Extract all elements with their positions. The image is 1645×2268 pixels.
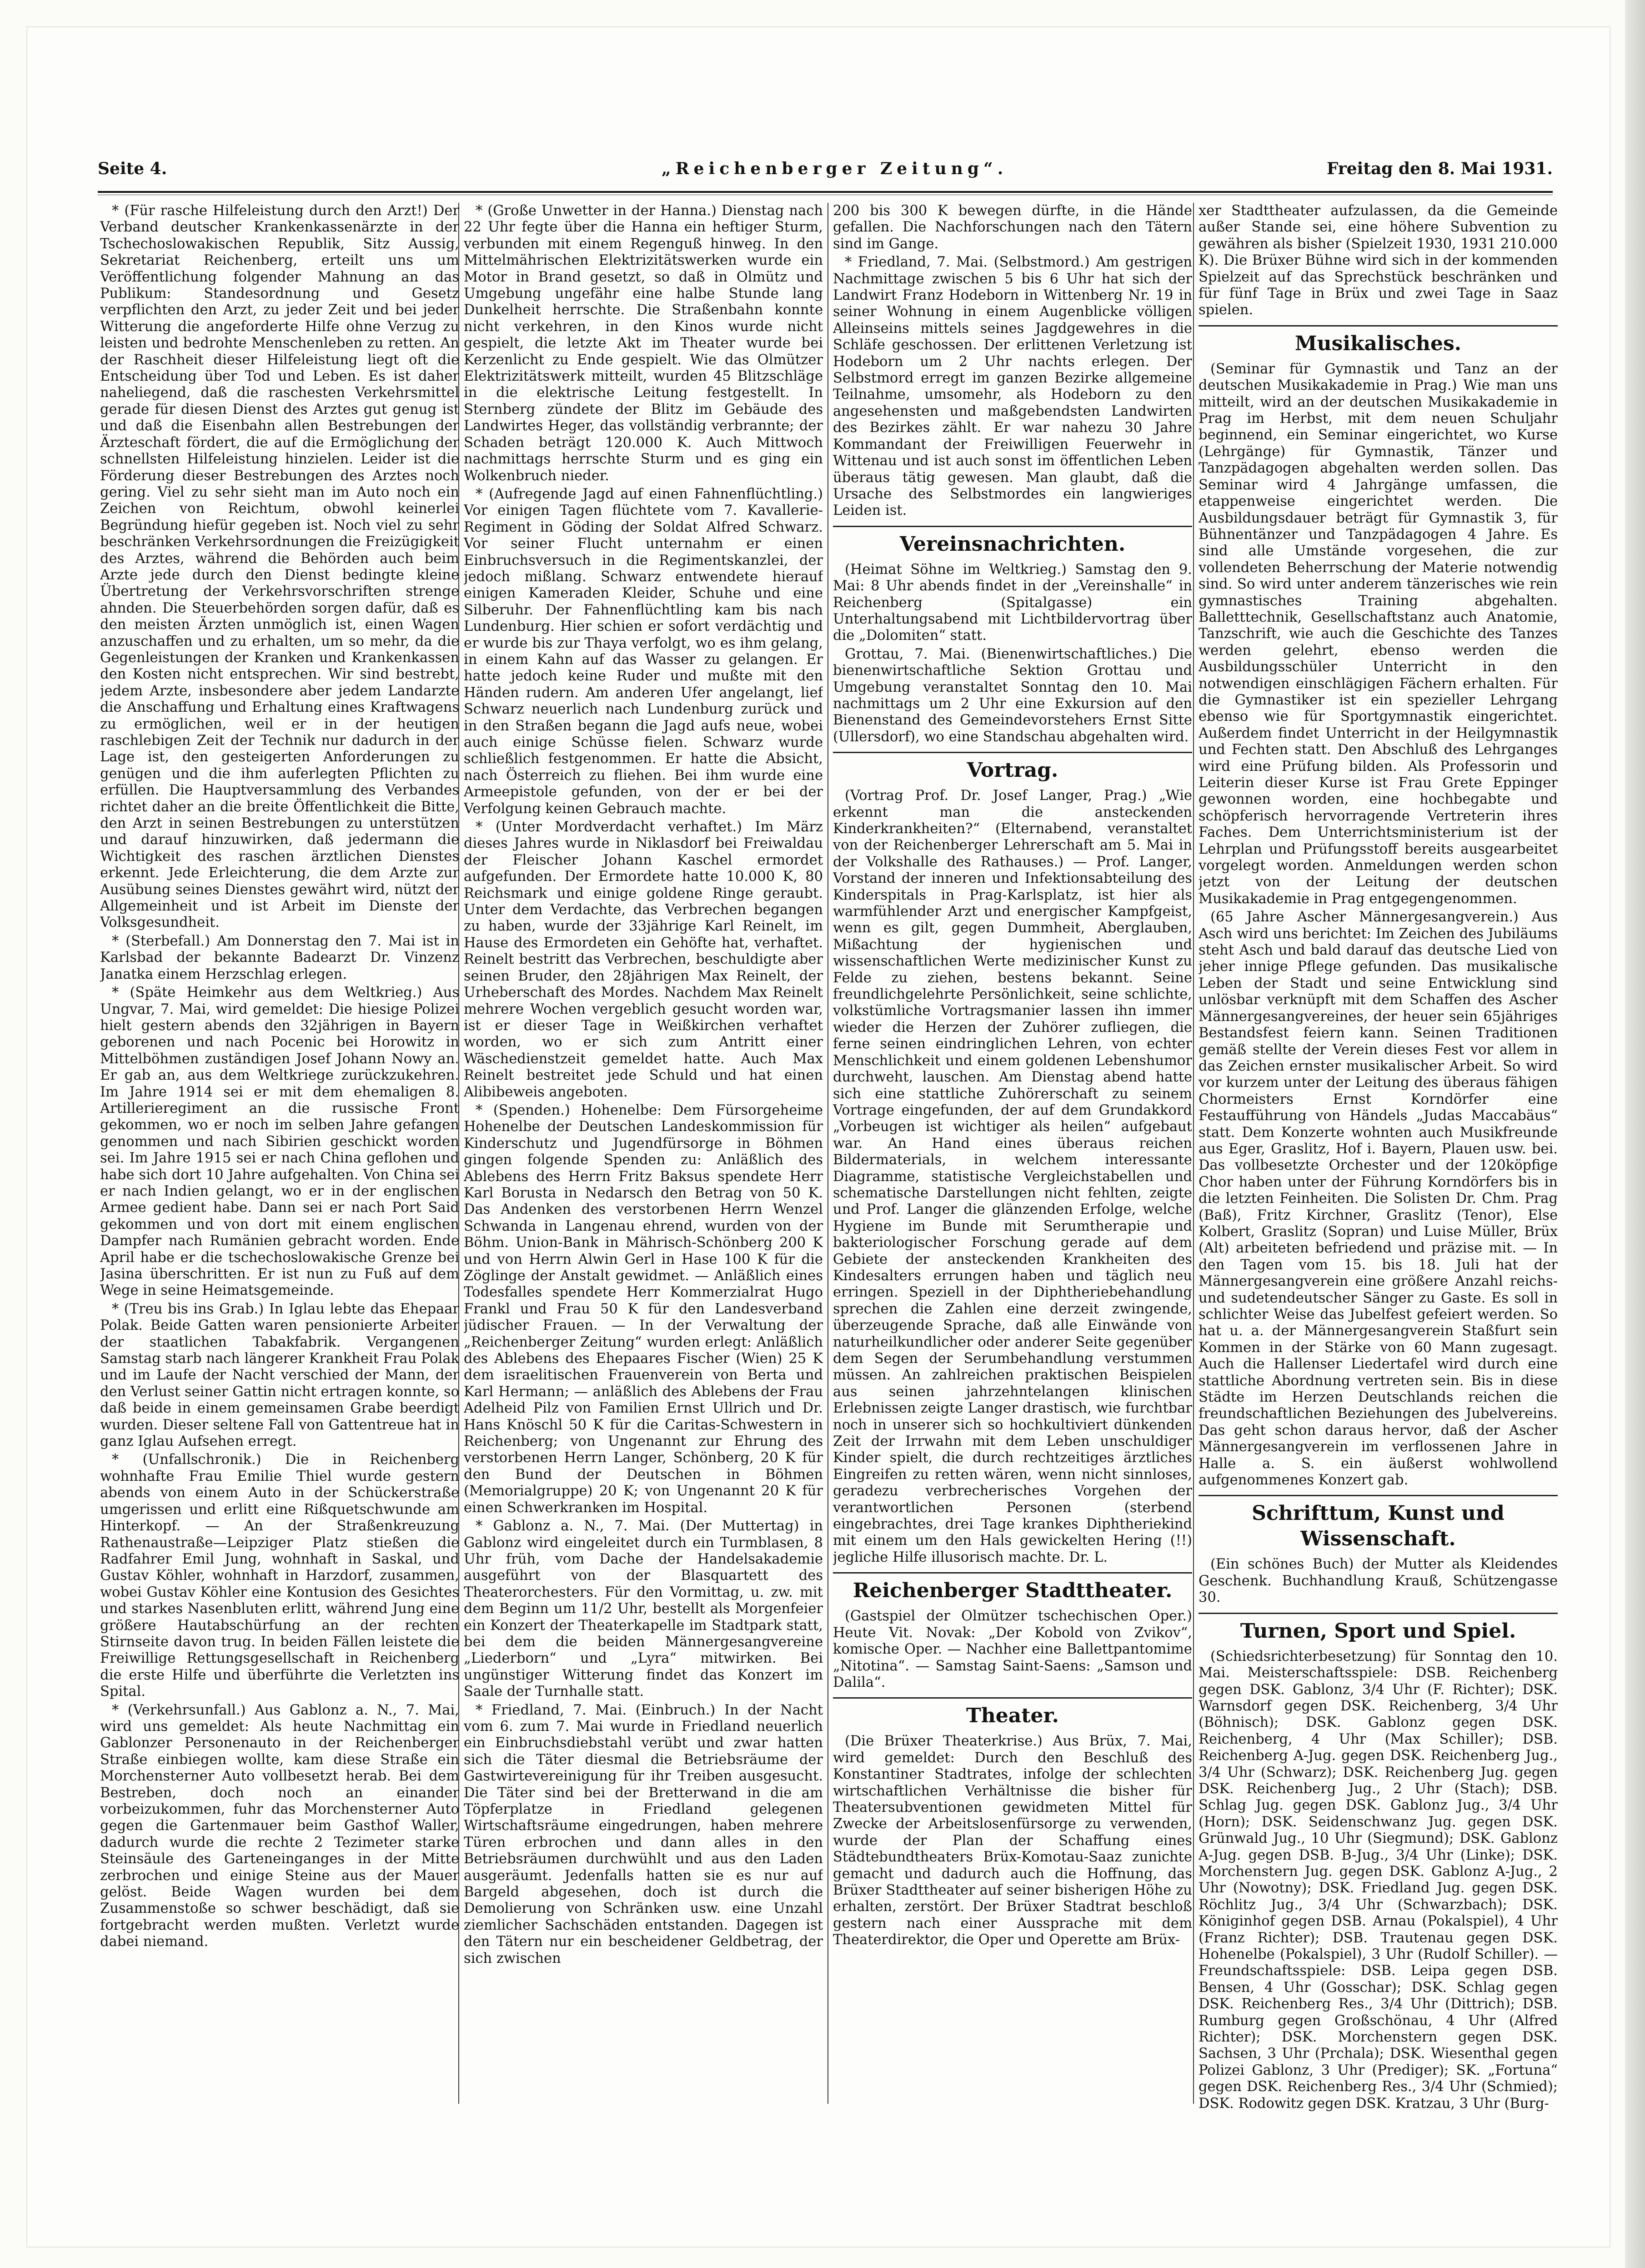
article-unwetter: * (Große Unwetter in der Hanna.) Dienstag nach 22 Uhr fegte über die Hanna ein heftiger Sturm, verbunden mit einem Regenguß hinweg. In den Mittelmährischen Elektrizitätswerken wurde ein Motor in Brand gesetzt, so daß in Olmütz und Umgebung ungefähr eine halbe Stunde lang Dunkelheit herrschte. Die Straßenbahn konnte nicht verkehren, in den Kinos wurde nicht gespielt, die letzte Akt im Theater wurde bei Kerzenlicht zu Ende gespielt. Wie das Olmützer Elektrizitätswerk mitteilt, wurden 45 Blitzschläge in die elektrische Leitung festgestellt. In Sternberg zündete der Blitz im Gebäude des Landwirtes Heger, das vollständig verbrannte; der Schaden beträgt 120.000 K. Auch Mittwoch nachmittags herrschte Sturm und es ging ein Wolkenbruch nieder. [464, 203, 823, 484]
article-sterbefall: * (Sterbefall.) Am Donnerstag den 7. Mai ist in Karlsbad der bekannte Badearzt Dr. Vinzenz Janatka einem Herzschlag erlegen. [100, 933, 459, 982]
article-continuation: xer Stadttheater aufzulassen, da die Gemeinde außer Stande sei, eine höhere Subvention zu gewähren als bisher (Spielzeit 1930, 1931 210.000 K). Die Brüxer Bühne wird sich in der kommenden Spielzeit auf das Sprechstück beschränken und für fünf Tage in Brüx und zwei Tage in Saaz spielen. [1199, 203, 1558, 318]
section-heading: Reichenberger Stadttheater. [833, 1572, 1192, 1604]
section-heading: Schrifttum, Kunst und Wissenschaft. [1199, 1495, 1558, 1552]
article-heimat-soehne: (Heimat Söhne im Weltkrieg.) Samstag den 9. Mai: 8 Uhr abends findet in der „Vereinshalle“ in Reichenberg (Spitalgasse) ein Unterhaltungsabend mit Lichtbildervortrag über die „Dolomiten“ statt. [833, 561, 1192, 644]
article-seminar: (Seminar für Gymnastik und Tanz an der deutschen Musikakademie in Prag.) Wie man uns mitteilt, wird an der deutschen Musikakademie in Prag im Herbst, mit dem neuen Schuljahr beginnend, ein Seminar eingerichtet, wo Kurse (Lehrgänge) für Gymnastik, Tänzer und Tanzpädagogen abgehalten werden sollen. Das Seminar wird 4 Jahrgänge umfassen, die etappenweise eingerichtet werden. Die Ausbildungsdauer beträgt für Gymnastik 3, für Bühnentänzer und Tanzpädagogen 4 Jahre. Es sind alle Umstände vorgesehen, die zur vollendeten Beherrschung der Materie notwendig sind. So wird unter anderem tänzerisches wie rein gymnastisches Training abgehalten. Balletttechnik, Gesellschaftstanz auch Anatomie, Tanzschrift, wie auch die Geschichte des Tanzes werden gelehrt, ebenso werden die Ausbildungsschüler Unterricht in den notwendigen einschlägigen Fächern erhalten. Für die Gymnastiker ist ein spezieller Lehrgang ebenso wie für Sportgymnastik eingerichtet. Außerdem findet Unterricht in der Heilgymnastik und Fechten statt. Den Abschluß des Lehrganges wird eine Prüfung bilden. Als Professorin und Leiterin dieser Kurse ist Frau Grete Eppinger gewonnen worden, eine hochbegabte und schöpferisch hervorragende Vertreterin ihres Faches. Dem Unterrichtsministerium ist der Lehrplan und Prüfungsstoff bereits ausgearbeitet vorgelegt worden. Anmeldungen werden schon jetzt von der Leitung der deutschen Musikakademie in Prag entgegengenommen. [1199, 361, 1558, 907]
page-header [98, 159, 1553, 191]
article-schiedsrichter: (Schiedsrichterbesetzung) für Sonntag den 10. Mai. Meisterschaftsspiele: DSB. Reichenberg gegen DSK. Gablonz, 3/4 Uhr (F. Richter); DSK. Warnsdorf gegen DSK. Reichenberg, 3/4 Uhr (Böhnisch); DSK. Gablonz gegen DSK. Reichenberg, 4 Uhr (Max Schiller); DSB. Reichenberg A-Jug. gegen DSK. Reichenberg Jug., 3/4 Uhr (Schwarz); DSK. Reichenberg Jug. gegen DSK. Reichenberg Jug., 2 Uhr (Stach); DSB. Schlag Jug. gegen DSK. Gablonz Jug., 3/4 Uhr (Horn); DSK. Seidenschwanz Jug. gegen DSK. Grünwald Jug., 10 Uhr (Siegmund); DSK. Gablonz A-Jug. gegen DSB. B-Jug., 3/4 Uhr (Linke); DSK. Morchenstern Jug. gegen DSK. Gablonz A-Jug., 2 Uhr (Nowotny); DSK. Friedland Jug. gegen DSK. Röchlitz Jug., 3/4 Uhr (Schwarzbach); DSK. Königinhof gegen DSB. Arnau (Pokalspiel), 4 Uhr (Franz Richter); DSB. Trautenau gegen DSK. Hohenelbe (Pokalspiel), 3 Uhr (Rudolf Schiller). — Freundschaftsspiele: DSB. Leipa gegen DSB. Bensen, 4 Uhr (Gosschar); DSK. Schlag gegen DSK. Reichenberg Res., 3/4 Uhr (Dittrich); DSB. Rumburg gegen Großschönau, 4 Uhr (Alfred Richter); DSK. Morchenstern gegen DSK. Sachsen, 3 Uhr (Prchala); DSK. Wiesenthal gegen Polizei Gablonz, 3 Uhr (Prediger); SK. „Fortuna“ gegen DSK. Reichenberg Res., 3/4 Uhr (Schmied); DSK. Rodowitz gegen DSK. Kratzau, 3 Uhr (Burg- [1199, 1648, 1558, 2112]
page-number: Seite 4. [98, 159, 167, 178]
article-buch: (Ein schönes Buch) der Mutter als Kleidendes Geschenk. Buchhandlung Krauß, Schützengasse 30. [1199, 1556, 1558, 1606]
newspaper-title: „Reichenberger Zeitung“. [662, 159, 1008, 178]
article-continuation: 200 bis 300 K bewegen dürfte, in die Hände gefallen. Die Nachforschungen nach den Tätern sind im Gange. [833, 203, 1192, 252]
article-vortrag: (Vortrag Prof. Dr. Josef Langer, Prag.) „Wie erkennt man die ansteckenden Kinderkrankheiten?“ (Elternabend, veranstaltet von der Reichenberger Lehrerschaft am 5. Mai in der Volkshalle des Rathauses.) — Prof. Langer, Vorstand der inneren und Infektionsabteilung des Kinderspitals in Prag-Karlsplatz, ist hier als warmfühlender Arzt und energischer Kampfgeist, wenn es gilt, gegen Dummheit, Aberglauben, Mißachtung der hygienischen und wissenschaftlichen Werte medizinischer Kunst zu Felde zu ziehen, bestens bekannt. Seine freundlichgelehrte Persönlichkeit, seine schlichte, volkstümliche Vortragsmanier lassen ihn immer wieder die Herzen der Zuhörer zufliegen, die ferne seinen eindringlichen Lehren, von echter Menschlichkeit und einem goldenen Lebenshumor durchweht, lauschen. Am Dienstag abend hatte sich eine stattliche Zuhörerschaft zu seinem Vortrage eingefunden, der auf dem Grundakkord „Vorbeugen ist wichtiger als heilen“ aufgebaut war. An Hand eines überaus reichen Bildermaterials, in welchem interessante Diagramme, statistische Vergleichstabellen und schematische Darstellungen nicht fehlten, zeigte und Prof. Langer die glänzenden Erfolge, welche Hygiene im Bunde mit Serumtherapie und bakteriologischer Forschung gerade auf dem Gebiete der ansteckenden Krankheiten des Kindesalters errungen haben und täglich neu erringen. Speziell in der Diphtheriebehandlung sprechen die Zahlen eine derzeit zwingende, überzeugende Sprache, daß alle Einwände von naturheilkundlicher oder anderer Seite gegenüber dem Segen der Serumbehandlung verstummen müssen. An zahlreichen praktischen Beispielen aus seinen jahrzehntelangen klinischen Erlebnissen zeigte Langer drastisch, wie furchtbar noch in unserer sich so hochkultiviert dünkenden Zeit der Irrwahn mit dem Leben unschuldiger Kinder spielt, die durch rechtzeitiges ärztliches Eingreifen zu retten wären, wenn nicht sinnloses, geradezu verbrecherisches Vorgehen der verantwortlichen Personen (sterbend eingebrachtes, drei Tage krankes Diphtheriekind mit einem um den Hals gewickelten Hering (!!) jegliche Hilfe illusorisch machte. Dr. L. [833, 788, 1192, 1565]
article-unfallschronik: * (Unfallschronik.) Die in Reichenberg wohnhafte Frau Emilie Thiel wurde gestern abends von einem Auto in der Schückerstraße umgerissen und erlitt eine Rißquetschwunde am Hinterkopf. — An der Straßenkreuzung Rathenaustraße—Leipziger Platz stießen die Radfahrer Emil Jung, wohnhaft in Saskal, und Gustav Köhler, wohnhaft in Harzdorf, zusammen, wobei Gustav Köhler eine Kontusion des Gesichtes und starkes Nasenbluten erlitt, während Jung eine größere Hautabschürfung an der rechten Stirnseite davon trug. In beiden Fällen leistete die Freiwillige Rettungsgesellschaft in Reichenberg die erste Hilfe und überführte die Verletzten ins Spital. [100, 1452, 459, 1700]
scan-edge [1625, 0, 1645, 2268]
article-maennergesang: (65 Jahre Ascher Männergesangverein.) Aus Asch wird uns berichtet: Im Zeichen des Jubiläums steht Asch und bald darauf das deutsche Lied von jeher innige Pflege gefunden. Das musikalische Leben der Stadt und seine Entwicklung sind unlösbar verknüpft mit dem Schaffen des Ascher Männergesangvereines, der heuer sein 65jähriges Bestandsfest feiern kann. Seinen Traditionen gemäß stellte der Verein dieses Fest vor allem in das Zeichen ernster musikalischer Arbeit. So wird vor kurzem unter der Leitung des überaus fähigen Chormeisters Ernst Korndörfer eine Festaufführung von Händels „Judas Maccabäus“ statt. Dem Konzerte wohnten auch Musikfreunde aus Eger, Graslitz, Hof i. Bayern, Plauen usw. bei. Das vollbesetzte Orchester und der 120köpfige Chor haben unter der Führung Korndörfers bis in die letzten Feinheiten. Die Solisten Dr. Chm. Prag (Baß), Fritz Kirchner, Graslitz (Tenor), Else Kolbert, Graslitz (Sopran) und Luise Müller, Brüx (Alt) arbeiteten befriedend und präzise mit. — In den Tagen vom 15. bis 18. Juli hat der Männergesangverein eine größere Anzahl reichs- und sudetendeutscher Sänger zu Gaste. Es soll in schlichter Weise das Jubelfest gefeiert werden. So hat u. a. der Männergesangverein Staßfurt sein Kommen in der Stärke von 60 Mann zugesagt. Auch die Hallenser Liedertafel wird durch eine stattliche Abordnung vertreten sein. Bis in diese Städte im Herzen Deutschlands reichen die freundschaftlichen Beziehungen des Jubelvereins. Das geht schon daraus hervor, daß der Ascher Männergesangverein im verflossenen Jahre in Halle a. S. ein äußerst wohlwollend aufgenommenes Konzert gab. [1199, 909, 1558, 1489]
article-muttertag: * Gablonz a. N., 7. Mai. (Der Muttertag) in Gablonz wird eingeleitet durch ein Turmblasen, 8 Uhr früh, vom Dache der Handelsakademie ausgeführt von der Blasquartett des Theaterorchesters. Für den Vormittag, u. zw. mit dem Beginn um 11/2 Uhr, bestellt als Morgenfeier ein Konzert der Theaterkapelle im Stadtpark statt, bei dem die beiden Männergesangvereine „Liederborn“ und „Lyra“ mitwirken. Bei ungünstiger Witterung findet das Konzert im Saale der Turnhalle statt. [464, 1518, 823, 1700]
article-selbstmord: * Friedland, 7. Mai. (Selbstmord.) Am gestrigen Nachmittage zwischen 5 bis 6 Uhr hat sich der Landwirt Franz Hodeborn in Wittenberg Nr. 19 in seiner Wohnung in einem Augenblicke völligen Alleinseins mittels seines Jagdgewehres in die Schläfe geschossen. Der erlittenen Verletzung ist Hodeborn um 2 Uhr nachts erlegen. Der Selbstmord erregt im ganzen Bezirke allgemeine Teilnahme, umsomehr, als Hodeborn zu den angesehensten und maßgebendsten Landwirten des Bezirkes zählt. Er war nahezu 30 Jahre Kommandant der Freiwilligen Feuerwehr in Wittenau und ist auch sonst im öffentlichen Leben überaus tätig gewesen. Man glaubt, daß die Ursache des Selbstmordes ein langwieriges Leiden ist. [833, 254, 1192, 519]
article-arzt: * (Für rasche Hilfeleistung durch den Arzt!) Der Verband deutscher Krankenkassenärzte in der Tschechoslowakischen Republik, Sitz Aussig, Sekretariat Reichenberg, erteilt uns um Veröffentlichung folgender Mahnung an das Publikum: Standesordnung und Gesetz verpflichten den Arzt, zu jeder Zeit und bei jeder Witterung die angeforderte Hilfe ohne Verzug zu leisten und bedrohte Menschenleben zu retten. An der Raschheit dieser Hilfeleistung liegt oft die Entscheidung über Tod und Leben. Es ist daher naheliegend, daß die raschesten Verkehrsmittel gerade für diesen Dienst des Arztes gut genug ist und daß die Eisenbahn allen Bestrebungen der Ärzteschaft fördert, die auf die Ermöglichung der schnellsten Hilfeleistung hinzielen. Leider ist die Förderung dieser Bestrebungen des Arztes noch gering. Viel zu sehr sieht man im Auto noch ein Zeichen von Reichtum, obwohl keinerlei Begründung hiefür gegeben ist. Noch viel zu sehr beschränken Verkehrsordnungen die Freizügigkeit des Arztes, während die Behörden auch beim Arzte jede durch den Dienst bedingte kleine Übertretung der Verkehrsvorschriften strenge ahnden. Die Steuerbehörden sorgen dafür, daß es den meisten Ärzten unmöglich ist, einen Wagen anzuschaffen und zu erhalten, um so mehr, da die Gegenleistungen der Kranken und Krankenkassen den Kosten nicht entsprechen. Wir sind bestrebt, jedem Arzte, insbesondere aber jedem Landarzte die Anschaffung und Erhaltung eines Kraftwagens zu ermöglichen, weil er in der heutigen raschlebigen Zeit der Technik nur dadurch in der Lage ist, den gesteigerten Anforderungen zu genügen und die ihm auferlegten Pflichten zu erfüllen. Die Hauptversammlung des Verbandes richtet daher an die breite Öffentlichkeit die Bitte, den Arzt in seinen Bestrebungen zu unterstützen und darauf hinzuwirken, daß jedermann die Wichtigkeit des raschen ärztlichen Dienstes erkennt. Jede Erleichterung, die dem Arzte zur Ausübung seines Dienstes gewährt wird, nützt der Allgemeinheit und ist Arbeit im Dienste der Volksgesundheit. [100, 203, 459, 931]
column-1 [100, 203, 459, 2113]
article-fahnenflucht: * (Aufregende Jagd auf einen Fahnenflüchtling.) Vor einigen Tagen flüchtete vom 7. Kavallerie-Regiment in Göding der Soldat Alfred Schwarz. Vor seiner Flucht unternahm er einen Einbruchsversuch in die Regimentskanzlei, der jedoch mißlang. Schwarz entwendete hierauf einigen Kameraden Kleider, Schuhe und eine Silberuhr. Der Fahnenflüchtling kam bis nach Lundenburg. Hier schien er sofort verdächtig und er wurde bis zur Thaya verfolgt, wo es ihm gelang, in einem Kahn auf das Wasser zu gelangen. Er hatte jedoch keine Ruder und mußte mit den Händen rudern. Am anderen Ufer angelangt, lief Schwarz neuerlich nach Lundenburg zurück und in den Straßen begann die Jagd aufs neue, wobei auch einige Schüsse fielen. Schwarz wurde schließlich festgenommen. Er hatte die Absicht, nach Österreich zu fliehen. Bei ihm wurde eine Armeepistole gefunden, von der er bei der Verfolgung keinen Gebrauch machte. [464, 486, 823, 817]
issue-date: Freitag den 8. Mai 1931. [1326, 159, 1553, 178]
section-heading: Theater. [833, 1697, 1192, 1729]
article-gastspiel: (Gastspiel der Olmützer tschechischen Oper.) Heute Vit. Novak: „Der Kobold von Zvikov“, komische Oper. — Nachher eine Ballettpantomime „Nitotina“. — Samstag Saint-Saens: „Samson und Dalila“. [833, 1608, 1192, 1690]
header-rule [98, 191, 1553, 193]
column-2 [464, 203, 823, 2113]
article-treu: * (Treu bis ins Grab.) In Iglau lebte das Ehepaar Polak. Beide Gatten waren pensionierte Arbeiter der staatlichen Tabakfabrik. Vergangenen Samstag starb nach längerer Krankheit Frau Polak und im Laufe der Nacht verschied der Mann, der den Verlust seiner Gattin nicht ertragen konnte, so daß beide in einem gemeinsamen Grabe beerdigt wurden. Dieser seltene Fall von Gattentreue hat in ganz Iglau Aufsehen erregt. [100, 1301, 459, 1450]
section-heading: Turnen, Sport und Spiel. [1199, 1613, 1558, 1644]
article-einbruch: * Friedland, 7. Mai. (Einbruch.) In der Nacht vom 6. zum 7. Mai wurde in Friedland neuerlich ein Einbruchsdiebstahl verübt und zwar hatten sich die Täter diesmal die Betriebsräume der Gastwirtevereinigung für ihr Treiben ausgesucht. Die Täter sind bei der Bretterwand in die am Töpferplatze in Friedland gelegenen Wirtschaftsräume eingedrungen, haben mehrere Türen erbrochen und dann alles in den Betriebsräumen durchwühlt und aus den Laden ausgeräumt. Jedenfalls hatten sie es nur auf Bargeld abgesehen, doch ist durch die Demolierung von Schränken usw. eine Unzahl ziemlicher Sachschäden entstanden. Dagegen ist den Tätern nur ein bescheidener Geldbetrag, der sich zwischen [464, 1702, 823, 1966]
article-theaterkrise: (Die Brüxer Theaterkrise.) Aus Brüx, 7. Mai, wird gemeldet: Durch den Beschluß des Konstantiner Stadtrates, infolge der schlechten wirtschaftlichen Verhältnisse die bisher für Theatersubventionen gewidmeten Mittel für Zwecke der Arbeitslosenfürsorge zu verwenden, wurde der Plan der Schaffung eines Städtebundtheaters Brüx-Komotau-Saaz zunichte gemacht und dadurch auch die Hoffnung, das Brüxer Stadttheater auf seiner bisherigen Höhe zu erhalten, zerstört. Der Brüxer Stadtrat beschloß gestern nach einer Aussprache mit dem Theaterdirektor, die Oper und Operette am Brüx- [833, 1733, 1192, 1948]
column-4 [1199, 203, 1558, 2113]
section-heading: Vereinsnachrichten. [833, 526, 1192, 557]
article-bienen: Grottau, 7. Mai. (Bienenwirtschaftliches.) Die bienenwirtschaftliche Sektion Grottau und Umgebung veranstaltet Sonntag den 10. Mai nachmittags um 2 Uhr eine Exkursion auf den Bienenstand des Gemeindevorstehers Ernst Sitte (Ullersdorf), wo eine Standschau abgehalten wird. [833, 646, 1192, 745]
section-heading: Vortrag. [833, 752, 1192, 783]
article-spenden: * (Spenden.) Hohenelbe: Dem Fürsorgeheime Hohenelbe der Deutschen Landeskommission für Kinderschutz und Jugendfürsorge in Böhmen gingen folgende Spenden zu: Anläßlich des Ablebens des Herrn Fritz Baksus spendete Herr Karl Borusta in Nedarsch den Betrag von 50 K. Das Andenken des verstorbenen Herrn Wenzel Schwanda in Langenau ehrend, wurden von der Böhm. Union-Bank in Mährisch-Schönberg 200 K und von Herrn Alwin Gerl in Hase 100 K für die Zöglinge der Anstalt gewidmet. — Anläßlich eines Todesfalles spendete Herr Kommerzialrat Hugo Frankl und Frau 50 K für den Landesverband jüdischer Frauen. — In der Verwaltung der „Reichenberger Zeitung“ wurden erlegt: Anläßlich des Ablebens des Ehepaares Fischer (Wien) 25 K dem israelitischen Frauenverein von Berta und Karl Hermann; — anläßlich des Ablebens der Frau Adelheid Pilz von Familien Ernst Ullrich und Dr. Hans Knöschl 50 K für die Caritas-Schwestern in Reichenberg; von Ungenannt zur Ehrung des verstorbenen Herrn Langer, Schönberg, 20 K für den Bund der Deutschen in Böhmen (Memorialgruppe) 20 K; von Ungenannt 20 K für einen Schwerkranken im Hospital. [464, 1102, 823, 1516]
article-verkehrsunfall: * (Verkehrsunfall.) Aus Gablonz a. N., 7. Mai, wird uns gemeldet: Als heute Nachmittag ein Gablonzer Personenauto in der Reichenberger Straße einbiegen wollte, kam diese Straße ein Morchensterner Auto vollbesetzt herab. Bei dem Bestreben, doch noch an einander vorbeizukommen, fuhr das Morchensterner Auto gegen die Gartenmauer beim Gasthof Waller, dadurch wurde die rechte 2 Tezimeter starke Steinsäule des Garteneinganges in der Mitte zerbrochen und einige Steine aus der Mauer gelöst. Beide Wagen wurden bei dem Zusammenstoße so schwer beschädigt, daß sie fortgebracht werden mußten. Verletzt wurde dabei niemand. [100, 1702, 459, 1950]
column-3 [833, 203, 1192, 2113]
section-heading: Musikalisches. [1199, 325, 1558, 357]
column-rule [1193, 203, 1194, 2104]
article-heimkehr: * (Späte Heimkehr aus dem Weltkrieg.) Aus Ungvar, 7. Mai, wird gemeldet: Die hiesige Polizei hielt gestern abends den 32jährigen in Bayern geborenen und nach Pocenic bei Horowitz in Mittelböhmen zuständigen Josef Johann Nowy an. Er gab an, aus dem Weltkriege zurückzukehren. Im Jahre 1914 sei er mit dem ehemaligen 8. Artillerieregiment an die russische Front gekommen, wo er noch im selben Jahre gefangen genommen und nach Sibirien geschickt worden sei. Im Jahre 1915 sei er nach China geflohen und habe sich dort 10 Jahre aufgehalten. Von China sei er nach Indien gelangt, wo er in der englischen Armee gedient habe. Dann sei er nach Port Said gekommen und von dort mit einem englischen Dampfer nach Rumänien gebracht worden. Ende April habe er die tschechoslowakische Grenze bei Jasina überschritten. Er ist nun zu Fuß auf dem Wege in seine Heimatsgemeinde. [100, 985, 459, 1299]
article-mordverdacht: * (Unter Mordverdacht verhaftet.) Im März dieses Jahres wurde in Niklasdorf bei Freiwaldau der Fleischer Johann Kaschel ermordet aufgefunden. Der Ermordete hatte 10.000 K, 80 Reichsmark und einige goldene Ringe geraubt. Unter dem Verdachte, das Verbrechen begangen zu haben, wurde der 33jährige Karl Reinelt, im Hause des Ermordeten ein Gehöfte hat, verhaftet. Reinelt bestritt das Verbrechen, beschuldigte aber seinen Bruder, den 28jährigen Max Reinelt, der Urheberschaft des Mordes. Nachdem Max Reinelt mehrere Wochen vergeblich gesucht worden war, ist er dieser Tage in Weißkirchen verhaftet worden, wo er sich zum Antritt einer Wäschedienstzeit gemeldet hatte. Auch Max Reinelt bestreitet jede Schuld und hat einen Alibibeweis angeboten. [464, 819, 823, 1100]
